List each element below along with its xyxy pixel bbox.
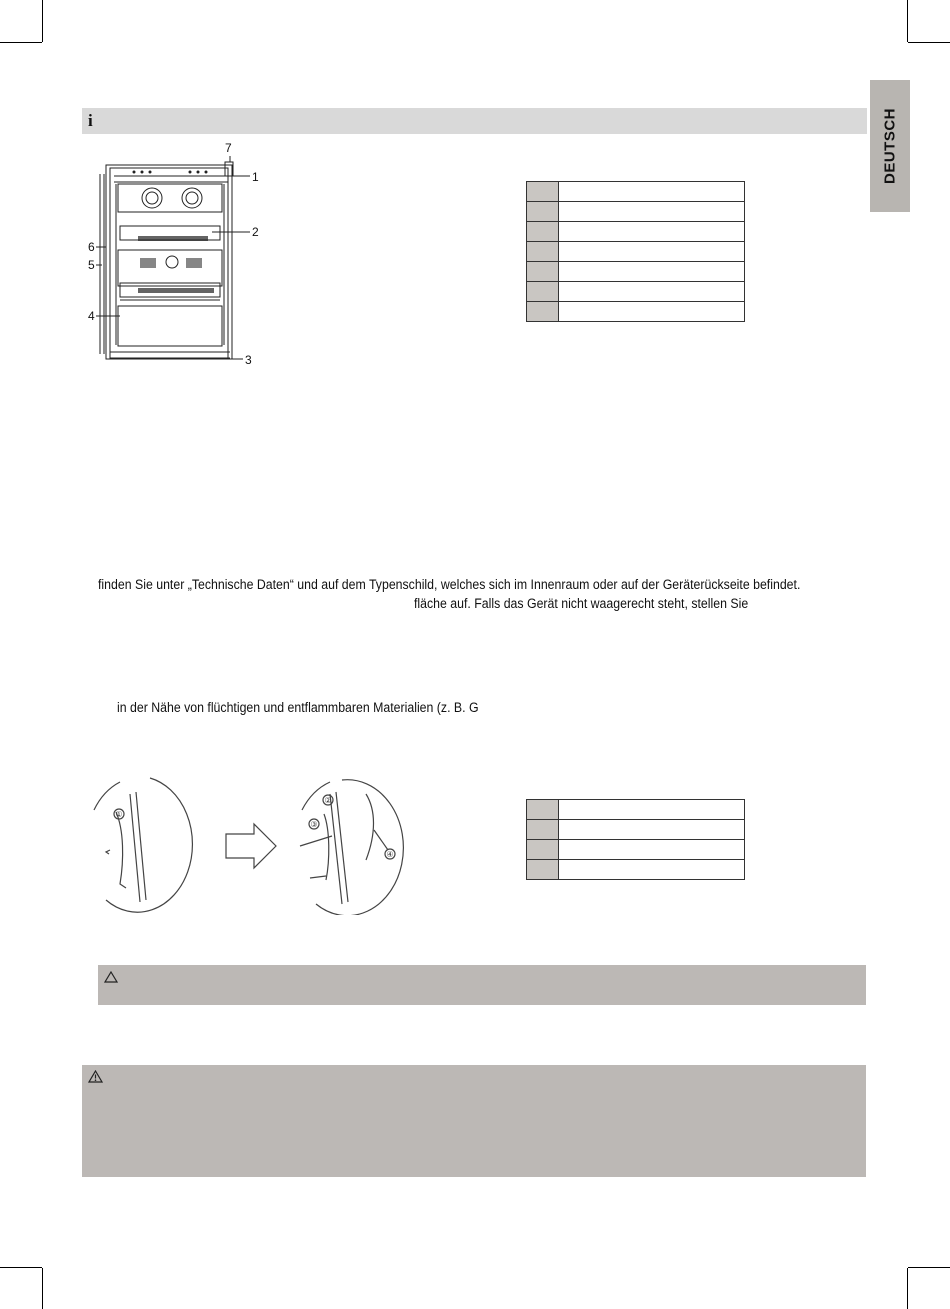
info-icon: i [88,111,93,130]
crop-mark [0,42,42,43]
crop-mark [908,1267,950,1268]
table-row [527,222,745,242]
text-waagerecht: fläche auf. Falls das Gerät nicht waagerecht steht, stellen Sie [414,596,749,611]
table-row [527,820,745,840]
parts-table [526,181,745,322]
handle-parts-table [526,799,745,880]
crop-mark [907,1268,908,1309]
text-typenschild: finden Sie unter „Technische Daten“ und auf dem Typenschild, welches sich im Innenraum oder auf der Geräterückseite befindet. [98,577,801,592]
callout-6: 6 [88,240,95,254]
language-tab-label: DEUTSCH [881,107,899,185]
callout-1: 1 [252,170,259,184]
caution-triangle-icon [104,971,118,983]
handle-installation-diagram [80,770,425,915]
callout-4: 4 [88,309,95,323]
table-row [527,242,745,262]
language-tab [870,80,910,212]
wine-cooler-diagram [80,140,280,372]
table-row [527,860,745,880]
handle-callout-4: ④ [386,850,394,859]
table-row [527,282,745,302]
callout-7: 7 [225,141,232,155]
crop-mark [907,0,908,42]
callout-5: 5 [88,258,95,272]
info-section-header [82,108,867,134]
table-row [527,262,745,282]
callout-2: 2 [252,225,259,239]
table-row [527,182,745,202]
handle-callout-1: ① [115,810,123,819]
table-row [527,840,745,860]
warning-triangle-icon [88,1070,103,1083]
table-row [527,202,745,222]
callout-3: 3 [245,353,252,367]
text-entflammbar: in der Nähe von flüchtigen und entflammbaren Materialien (z. B. G [117,700,479,715]
crop-mark [0,1267,42,1268]
crop-mark [42,1268,43,1309]
warning-box [82,1065,866,1177]
table-row [527,302,745,322]
crop-mark [908,42,950,43]
crop-mark [42,0,43,42]
table-row [527,800,745,820]
handle-callout-2: ② [324,796,332,805]
caution-note-box [98,965,866,1005]
handle-callout-3: ③ [310,820,318,829]
